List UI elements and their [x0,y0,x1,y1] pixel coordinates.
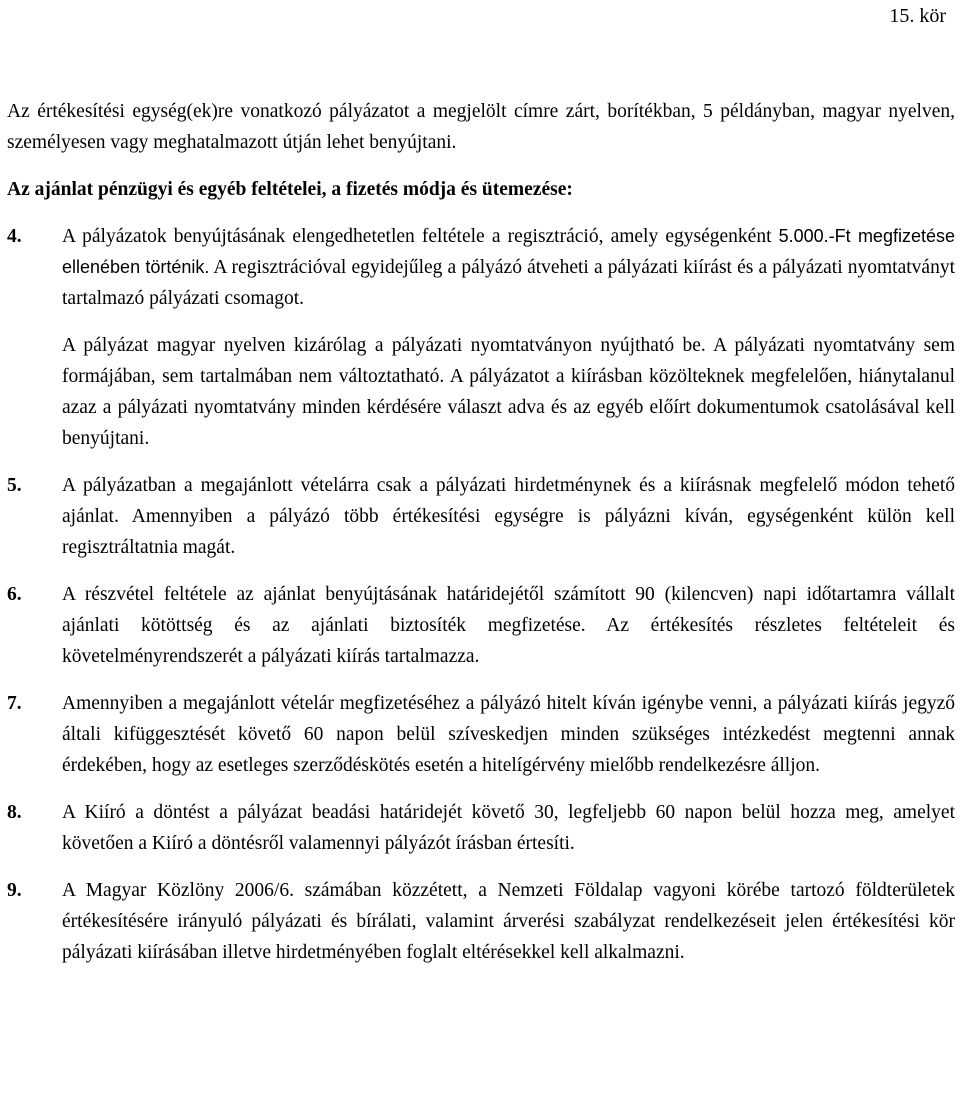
section-heading: Az ajánlat pénzügyi és egyéb feltételei, a fizetés módja és ütemezése: [7,179,573,200]
list-item [7,797,955,859]
item-paragraph: A részvétel feltétele az ajánlat benyújtásának határidejétől számított 90 (kilencven) napi időtartamra vállalt ajánlati kötöttség és az ajánlati biztosíték megfizetése. Az értékesítés részletes feltételeit és követelményrendszerét a pályázati kiírás tartalmazza. [62,584,955,667]
item-number: 9. [7,880,22,901]
list-item [7,221,955,454]
page-number: 15. kör [889,5,946,27]
item-text: A regisztrációval egyidejűleg a pályázó átveheti a pályázati kiírást és a pályázati nyomtatványt tartalmazó pályázati csomagot. [62,257,955,309]
document-body [7,96,955,984]
item-paragraph: A pályázat magyar nyelven kizárólag a pályázati nyomtatványon nyújtható be. A pályázati nyomtatvány sem formájában, sem tartalmában nem változtatható. A pályázatot a kiírásban közölteknek megfelelően, hiánytalanul azaz a pályázati nyomtatvány minden kérdésére választ adva és az egyéb előírt dokumentumok csatolásával kell benyújtani. [62,335,955,449]
item-paragraph [62,221,955,314]
item-body [62,688,955,781]
item-body [62,470,955,563]
item-body [62,579,955,672]
item-number: 4. [7,226,22,247]
item-paragraph: Amennyiben a megajánlott vételár megfizetéséhez a pályázó hitelt kíván igénybe venni, a pályázati kiírás jegyző általi kifüggesztését követő 60 napon belül szíveskedjen minden szükséges intézkedést megtenni annak érdekében, hogy az esetleges szerződéskötés esetén a hitelígérvény mielőbb rendelkezésre álljon. [62,693,955,776]
item-text-fee: 5.000.-Ft megfizetése ellenében történik. [62,226,955,277]
item-body [62,797,955,859]
item-number: 5. [7,475,22,496]
list-item [7,579,955,672]
item-body [62,875,955,968]
item-number: 8. [7,802,22,823]
item-number: 7. [7,693,22,714]
item-number: 6. [7,584,22,605]
item-paragraph: A Kiíró a döntést a pályázat beadási határidejét követő 30, legfeljebb 60 napon belül hozza meg, amelyet követően a Kiíró a döntésről valamennyi pályázót írásban értesíti. [62,802,955,854]
item-body [62,221,955,454]
item-paragraph: A Magyar Közlöny 2006/6. számában közzétett, a Nemzeti Földalap vagyoni körébe tartozó földterületek értékesítésére irányuló pályázati és bírálati, valamint árverési szabályzat rendelkezéseit jelen értékesítési kör pályázati kiírásában illetve hirdetményében foglalt eltérésekkel kell alkalmazni. [62,880,955,963]
item-paragraph: A pályázatban a megajánlott vételárra csak a pályázati hirdetménynek és a kiírásnak megfelelő módon tehető ajánlat. Amennyiben a pályázó több értékesítési egységre is pályázni kíván, egységenként külön kell regisztráltatnia magát. [62,475,955,558]
item-text: A pályázatok benyújtásának elengedhetetlen feltétele a regisztráció, amely egységenként [62,226,779,247]
intro-paragraph: Az értékesítési egység(ek)re vonatkozó pályázatot a megjelölt címre zárt, borítékban, 5 példányban, magyar nyelven, személyesen vagy meghatalmazott útján lehet benyújtani. [7,101,955,153]
list-item [7,688,955,781]
list-item [7,875,955,968]
list-item [7,470,955,563]
